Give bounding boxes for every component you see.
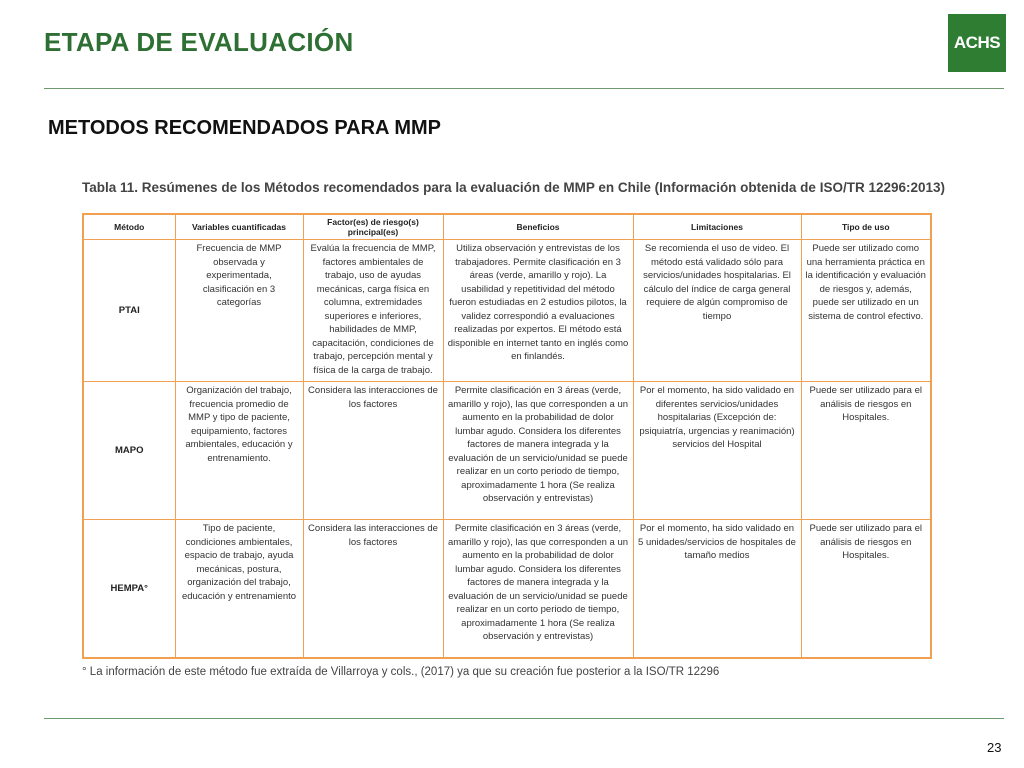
cell-factores: Considera las interacciones de los factores <box>303 382 443 520</box>
column-header-limitaciones: Limitaciones <box>633 214 801 240</box>
cell-tipo-de-uso: Puede ser utilizado para el análisis de riesgos en Hospitales. <box>801 382 931 520</box>
column-header-variables: Variables cuantificadas <box>175 214 303 240</box>
cell-factores: Considera las interacciones de los factores <box>303 520 443 659</box>
cell-limitaciones: Se recomienda el uso de video. El método está validado sólo para servicios/unidades hospitalarias. El cálculo del índice de carga general requiere de algún compromiso de tiempo <box>633 240 801 382</box>
cell-beneficios: Permite clasificación en 3 áreas (verde, amarillo y rojo), las que corresponden a un aumento en la probabilidad de dolor lumbar agudo. Considera los diferentes factores de manera integrada y la evaluación de un servicio/unidad se puede realizar en un corto periodo de tiempo, aproximadamente 1 hora (Se realiza observación y entrevistas) <box>443 520 633 659</box>
cell-variables: Tipo de paciente, condiciones ambientales, espacio de trabajo, ayuda mecánicas, postura, organización del trabajo, educación y entrenamiento <box>175 520 303 659</box>
methods-table <box>82 213 932 659</box>
footer-divider <box>44 718 1004 719</box>
table-row <box>83 240 931 382</box>
column-header-tipo-de-uso: Tipo de uso <box>801 214 931 240</box>
cell-variables: Frecuencia de MMP observada y experimentada, clasificación en 3 categorías <box>175 240 303 382</box>
page-number: 23 <box>987 740 1002 755</box>
cell-beneficios: Permite clasificación en 3 áreas (verde, amarillo y rojo), las que corresponden a un aumento en la probabilidad de dolor lumbar agudo. Considera los diferentes factores de manera integrada y la evaluación de un servicio/unidad se puede realizar en un corto periodo de tiempo, aproximadamente 1 hora (Se realiza observación y entrevistas) <box>443 382 633 520</box>
section-subtitle: METODOS RECOMENDADOS PARA MMP <box>48 117 441 139</box>
method-name: HEMPA° <box>83 520 175 659</box>
cell-limitaciones: Por el momento, ha sido validado en 5 unidades/servicios de hospitales de tamaño medios <box>633 520 801 659</box>
column-header-metodo: Método <box>83 214 175 240</box>
table-footnote: ° La información de este método fue extraída de Villarroya y cols., (2017) ya que su creación fue posterior a la ISO/TR 12296 <box>82 666 720 678</box>
header-divider <box>44 88 1004 89</box>
cell-tipo-de-uso: Puede ser utilizado para el análisis de riesgos en Hospitales. <box>801 520 931 659</box>
cell-factores: Evalúa la frecuencia de MMP, factores ambientales de trabajo, uso de ayudas mecánicas, carga física en columna, extremidades superiores e inferiores, habilidades de MMP, capacitación, condiciones de trabajo, percepción mental y física de la carga de trabajo. <box>303 240 443 382</box>
cell-variables: Organización del trabajo, frecuencia promedio de MMP y tipo de paciente, equipamiento, factores ambientales, educación y entrenamiento. <box>175 382 303 520</box>
page-title: ETAPA DE EVALUACIÓN <box>44 27 354 57</box>
table-row <box>83 382 931 520</box>
table-row <box>83 520 931 659</box>
method-name: PTAI <box>83 240 175 382</box>
cell-tipo-de-uso: Puede ser utilizado como una herramienta práctica en la identificación y evaluación de riesgos y, además, puede ser utilizado en un sistema de control efectivo. <box>801 240 931 382</box>
table-caption: Tabla 11. Resúmenes de los Métodos recomendados para la evaluación de MMP en Chile (Información obtenida de ISO/TR 12296:2013) <box>82 180 946 195</box>
cell-limitaciones: Por el momento, ha sido validado en diferentes servicios/unidades hospitalarias (Excepción de: psiquiatría, urgencias y reanimación) servicios del Hospital <box>633 382 801 520</box>
cell-beneficios: Utiliza observación y entrevistas de los trabajadores. Permite clasificación en 3 áreas (verde, amarillo y rojo). La usabilidad y repetitividad del método fueron estudiadas en 2 estudios pilotos, la validez correspondió a evaluaciones realizadas por expertos. El método está disponible en internet tanto en inglés como en finlandés. <box>443 240 633 382</box>
column-header-beneficios: Beneficios <box>443 214 633 240</box>
achs-logo: ACHS <box>948 14 1006 72</box>
column-header-factores: Factor(es) de riesgo(s) principal(es) <box>303 214 443 240</box>
method-name: MAPO <box>83 382 175 520</box>
table-header-row <box>83 214 931 240</box>
